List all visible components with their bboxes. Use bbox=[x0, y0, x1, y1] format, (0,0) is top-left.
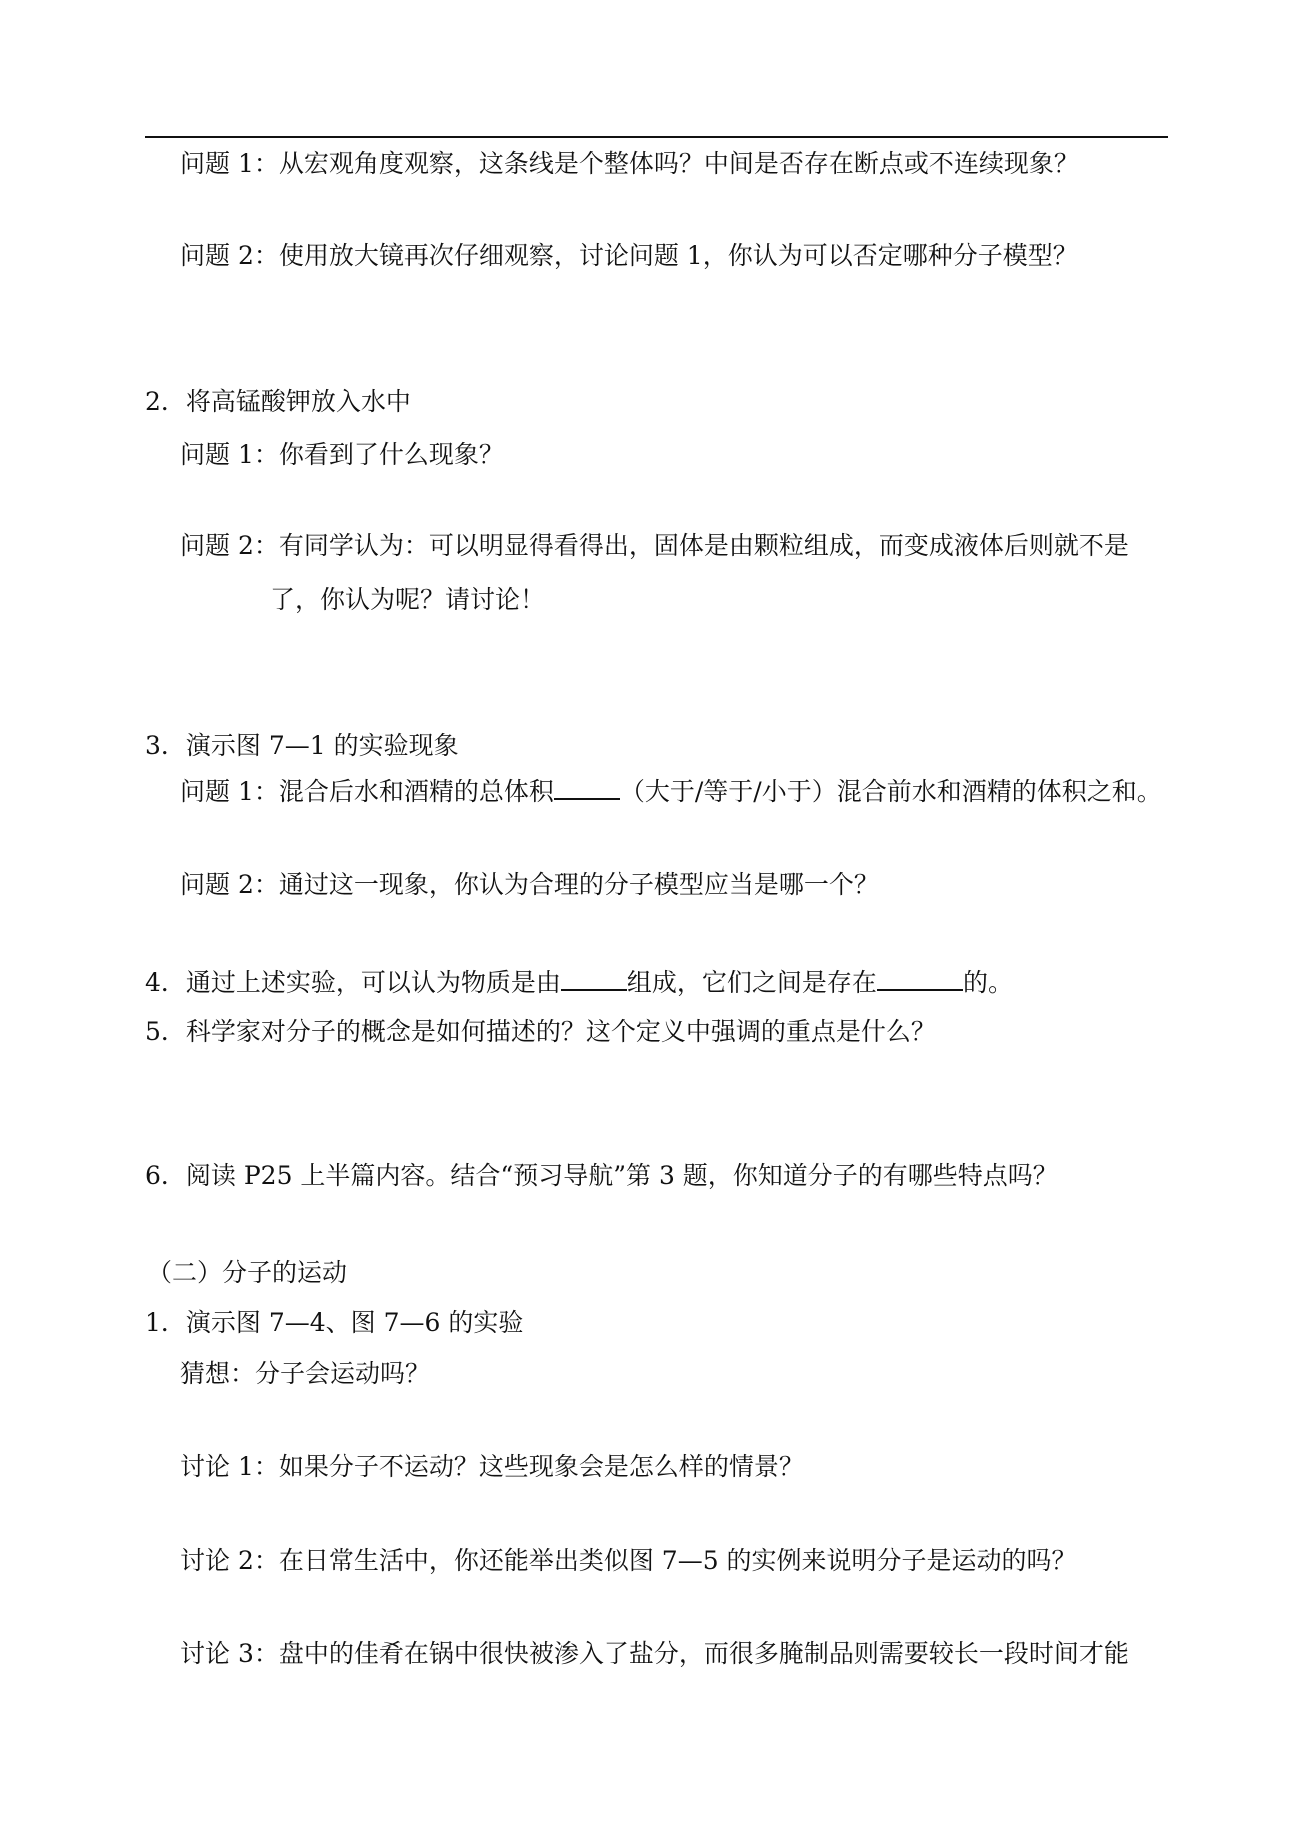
fill-blank-composition[interactable] bbox=[561, 967, 627, 991]
s2-heading: 2．将高锰酸钾放入水中 bbox=[145, 387, 411, 416]
s3-question-1 bbox=[180, 776, 1162, 808]
fill-blank-volume[interactable] bbox=[554, 776, 620, 800]
s1-question-1: 问题 1：从宏观角度观察，这条线是个整体吗？中间是否存在断点或不连续现象？ bbox=[180, 149, 1079, 178]
s3-question-2: 问题 2：通过这一现象，你认为合理的分子模型应当是哪一个？ bbox=[180, 870, 879, 899]
part2-title: （二）分子的运动 bbox=[147, 1258, 348, 1287]
part2-heading: 1．演示图 7—4、图 7—6 的实验 bbox=[145, 1308, 524, 1337]
s2-question-2-line-1: 问题 2：有同学认为：可以明显得看得出，固体是由颗粒组成，而变成液体后则就不是 bbox=[180, 531, 1129, 560]
s4-prefix: 4．通过上述实验，可以认为物质是由 bbox=[145, 968, 561, 997]
s5-question: 5．科学家对分子的概念是如何描述的？这个定义中强调的重点是什么？ bbox=[145, 1017, 936, 1046]
part2-discussion-2: 讨论 2：在日常生活中，你还能举出类似图 7—5 的实例来说明分子是运动的吗？ bbox=[180, 1546, 1077, 1575]
part2-discussion-3: 讨论 3：盘中的佳肴在锅中很快被渗入了盐分，而很多腌制品则需要较长一段时间才能 bbox=[180, 1639, 1129, 1668]
s4-suffix: 的。 bbox=[962, 968, 1013, 997]
part2-guess: 猜想：分子会运动吗？ bbox=[180, 1359, 431, 1388]
s2-question-1: 问题 1：你看到了什么现象？ bbox=[180, 440, 504, 469]
s4-middle: 组成，它们之间是存在 bbox=[626, 968, 877, 997]
s1-question-2: 问题 2：使用放大镜再次仔细观察，讨论问题 1，你认为可以否定哪种分子模型？ bbox=[180, 241, 1078, 270]
header-rule bbox=[145, 136, 1168, 138]
fill-blank-existence[interactable] bbox=[877, 967, 963, 991]
s4-statement bbox=[145, 967, 1013, 999]
part2-discussion-1: 讨论 1：如果分子不运动？这些现象会是怎么样的情景？ bbox=[180, 1452, 804, 1481]
s2-question-2-line-2: 了，你认为呢？请讨论！ bbox=[270, 585, 546, 614]
s3-question-1-prefix: 问题 1：混合后水和酒精的总体积 bbox=[180, 777, 554, 806]
s3-heading: 3．演示图 7—1 的实验现象 bbox=[145, 731, 459, 760]
s3-question-1-suffix: （大于/等于/小于）混合前水和酒精的体积之和。 bbox=[619, 777, 1162, 806]
s6-question: 6．阅读 P25 上半篇内容。结合“预习导航”第 3 题，你知道分子的有哪些特点吗？ bbox=[145, 1161, 1058, 1190]
